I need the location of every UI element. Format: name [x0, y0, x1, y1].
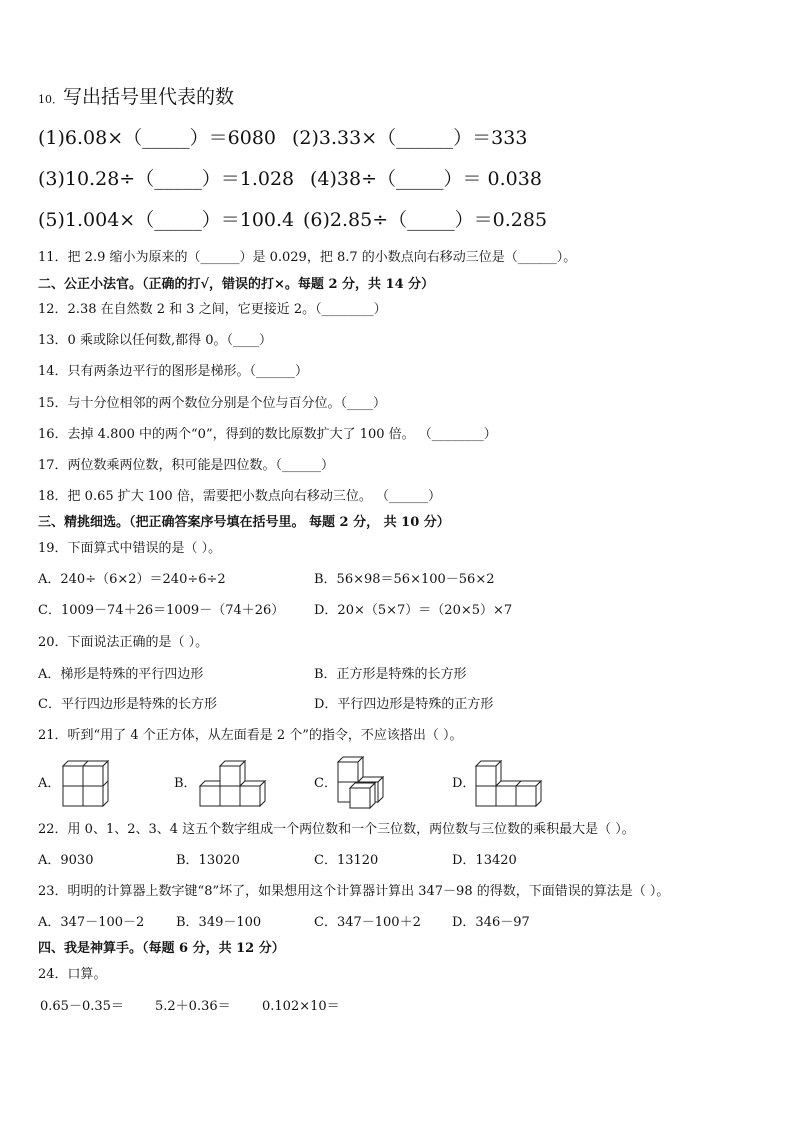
q10-item-1: (1)6.08×（_____）＝6080	[38, 127, 276, 149]
q24-expr-1: 0.65－0.35＝	[40, 999, 124, 1014]
q18: 18．把 0.65 扩大 100 倍，需要把小数点向右移动三位。 （______）	[38, 489, 441, 504]
q16: 16．去掉 4.800 中的两个“0”，得到的数比原数扩大了 100 倍。 （________）	[38, 427, 497, 442]
q23-stem: 23．明明的计算器上数字键“8”坏了，如果想用这个计算器计算出 347－98 的得数，下面错误的算法是（ ）。	[38, 884, 670, 899]
q21-option-d-label: D．	[452, 776, 476, 791]
q24-expr-2: 5.2＋0.36＝	[155, 999, 231, 1014]
q21-option-c-label: C．	[314, 776, 337, 791]
section-4-heading: 四、我是神算手。（每题 6 分，共 12 分）	[38, 941, 285, 956]
q19-option-d: D．20×（5×7）＝（20×5）×7	[314, 603, 513, 618]
section-3-heading: 三、精挑细选。（把正确答案序号填在括号里。 每题 2 分， 共 10 分）	[38, 515, 450, 530]
q20-option-d: D．平行四边形是特殊的正方形	[314, 697, 494, 712]
q19-option-a: A．240÷（6×2）＝240÷6÷2	[38, 572, 226, 587]
q21-option-a-label: A．	[38, 776, 61, 791]
q21-figure-c	[334, 756, 386, 810]
q22-stem: 22．用 0、1、2、3、4 这五个数字组成一个两位数和一个三位数，两位数与三位数的乘积最大是（ ）。	[38, 822, 635, 837]
q23-option-c: C．347－100＋2	[314, 915, 421, 930]
q22-option-d: D．13420	[452, 853, 517, 868]
q23-option-d: D．346－97	[452, 915, 530, 930]
q10-item-6: (6)2.85÷（_____）＝0.285	[303, 209, 548, 231]
q21-figure-d	[472, 760, 548, 808]
q15: 15．与十分位相邻的两个数位分别是个位与百分位。（____）	[38, 396, 387, 411]
q21-figure-b	[196, 760, 268, 808]
q22-option-b: B．13020	[176, 853, 240, 868]
q10-item-3: (3)10.28÷（_____）＝1.028	[38, 168, 295, 190]
q20-option-b: B．正方形是特殊的长方形	[314, 667, 467, 682]
q20-option-a: A．梯形是特殊的平行四边形	[38, 667, 204, 682]
q19-option-b: B．56×98＝56×100－56×2	[314, 572, 495, 587]
q21-stem: 21．听到“用了 4 个正方体，从左面看是 2 个”的指令，不应该搭出（ ）。	[38, 728, 463, 743]
q12: 12．2.38 在自然数 2 和 3 之间，它更接近 2。（________）	[38, 302, 387, 317]
q22-option-c: C．13120	[314, 853, 379, 868]
q11: 11．把 2.9 缩小为原来的（______）是 0.029，把 8.7 的小数点向右移动三位是（______）。	[38, 250, 577, 265]
q19-stem: 19．下面算式中错误的是（ ）。	[38, 541, 222, 556]
q13: 13．0 乘或除以任何数,都得 0。（____）	[38, 333, 272, 348]
q10-item-5: (5)1.004×（_____）＝100.4	[38, 209, 295, 231]
q14: 14．只有两条边平行的图形是梯形。（______）	[38, 364, 309, 379]
q23-option-b: B．349－100	[176, 915, 262, 930]
q22-option-a: A．9030	[38, 853, 94, 868]
q24-stem: 24．口算。	[38, 967, 107, 982]
q20-stem: 20．下面说法正确的是（ ）。	[38, 635, 209, 650]
q21-option-b-label: B．	[174, 776, 197, 791]
q10-title: 10．写出括号里代表的数	[38, 86, 235, 108]
q10-item-4: (4)38÷（_____）＝ 0.038	[310, 168, 542, 190]
q24-expr-3: 0.102×10＝	[262, 999, 340, 1014]
q17: 17．两位数乘两位数，积可能是四位数。（______）	[38, 458, 335, 473]
q20-option-c: C．平行四边形是特殊的长方形	[38, 697, 217, 712]
section-2-heading: 二、公正小法官。（正确的打√，错误的打×。每题 2 分，共 14 分）	[38, 277, 435, 292]
q21-figure-a	[58, 760, 112, 808]
q23-option-a: A．347－100－2	[38, 915, 145, 930]
q19-option-c: C．1009－74＋26＝1009－（74＋26）	[38, 603, 285, 618]
q10-item-2: (2)3.33×（______）＝333	[292, 127, 528, 149]
